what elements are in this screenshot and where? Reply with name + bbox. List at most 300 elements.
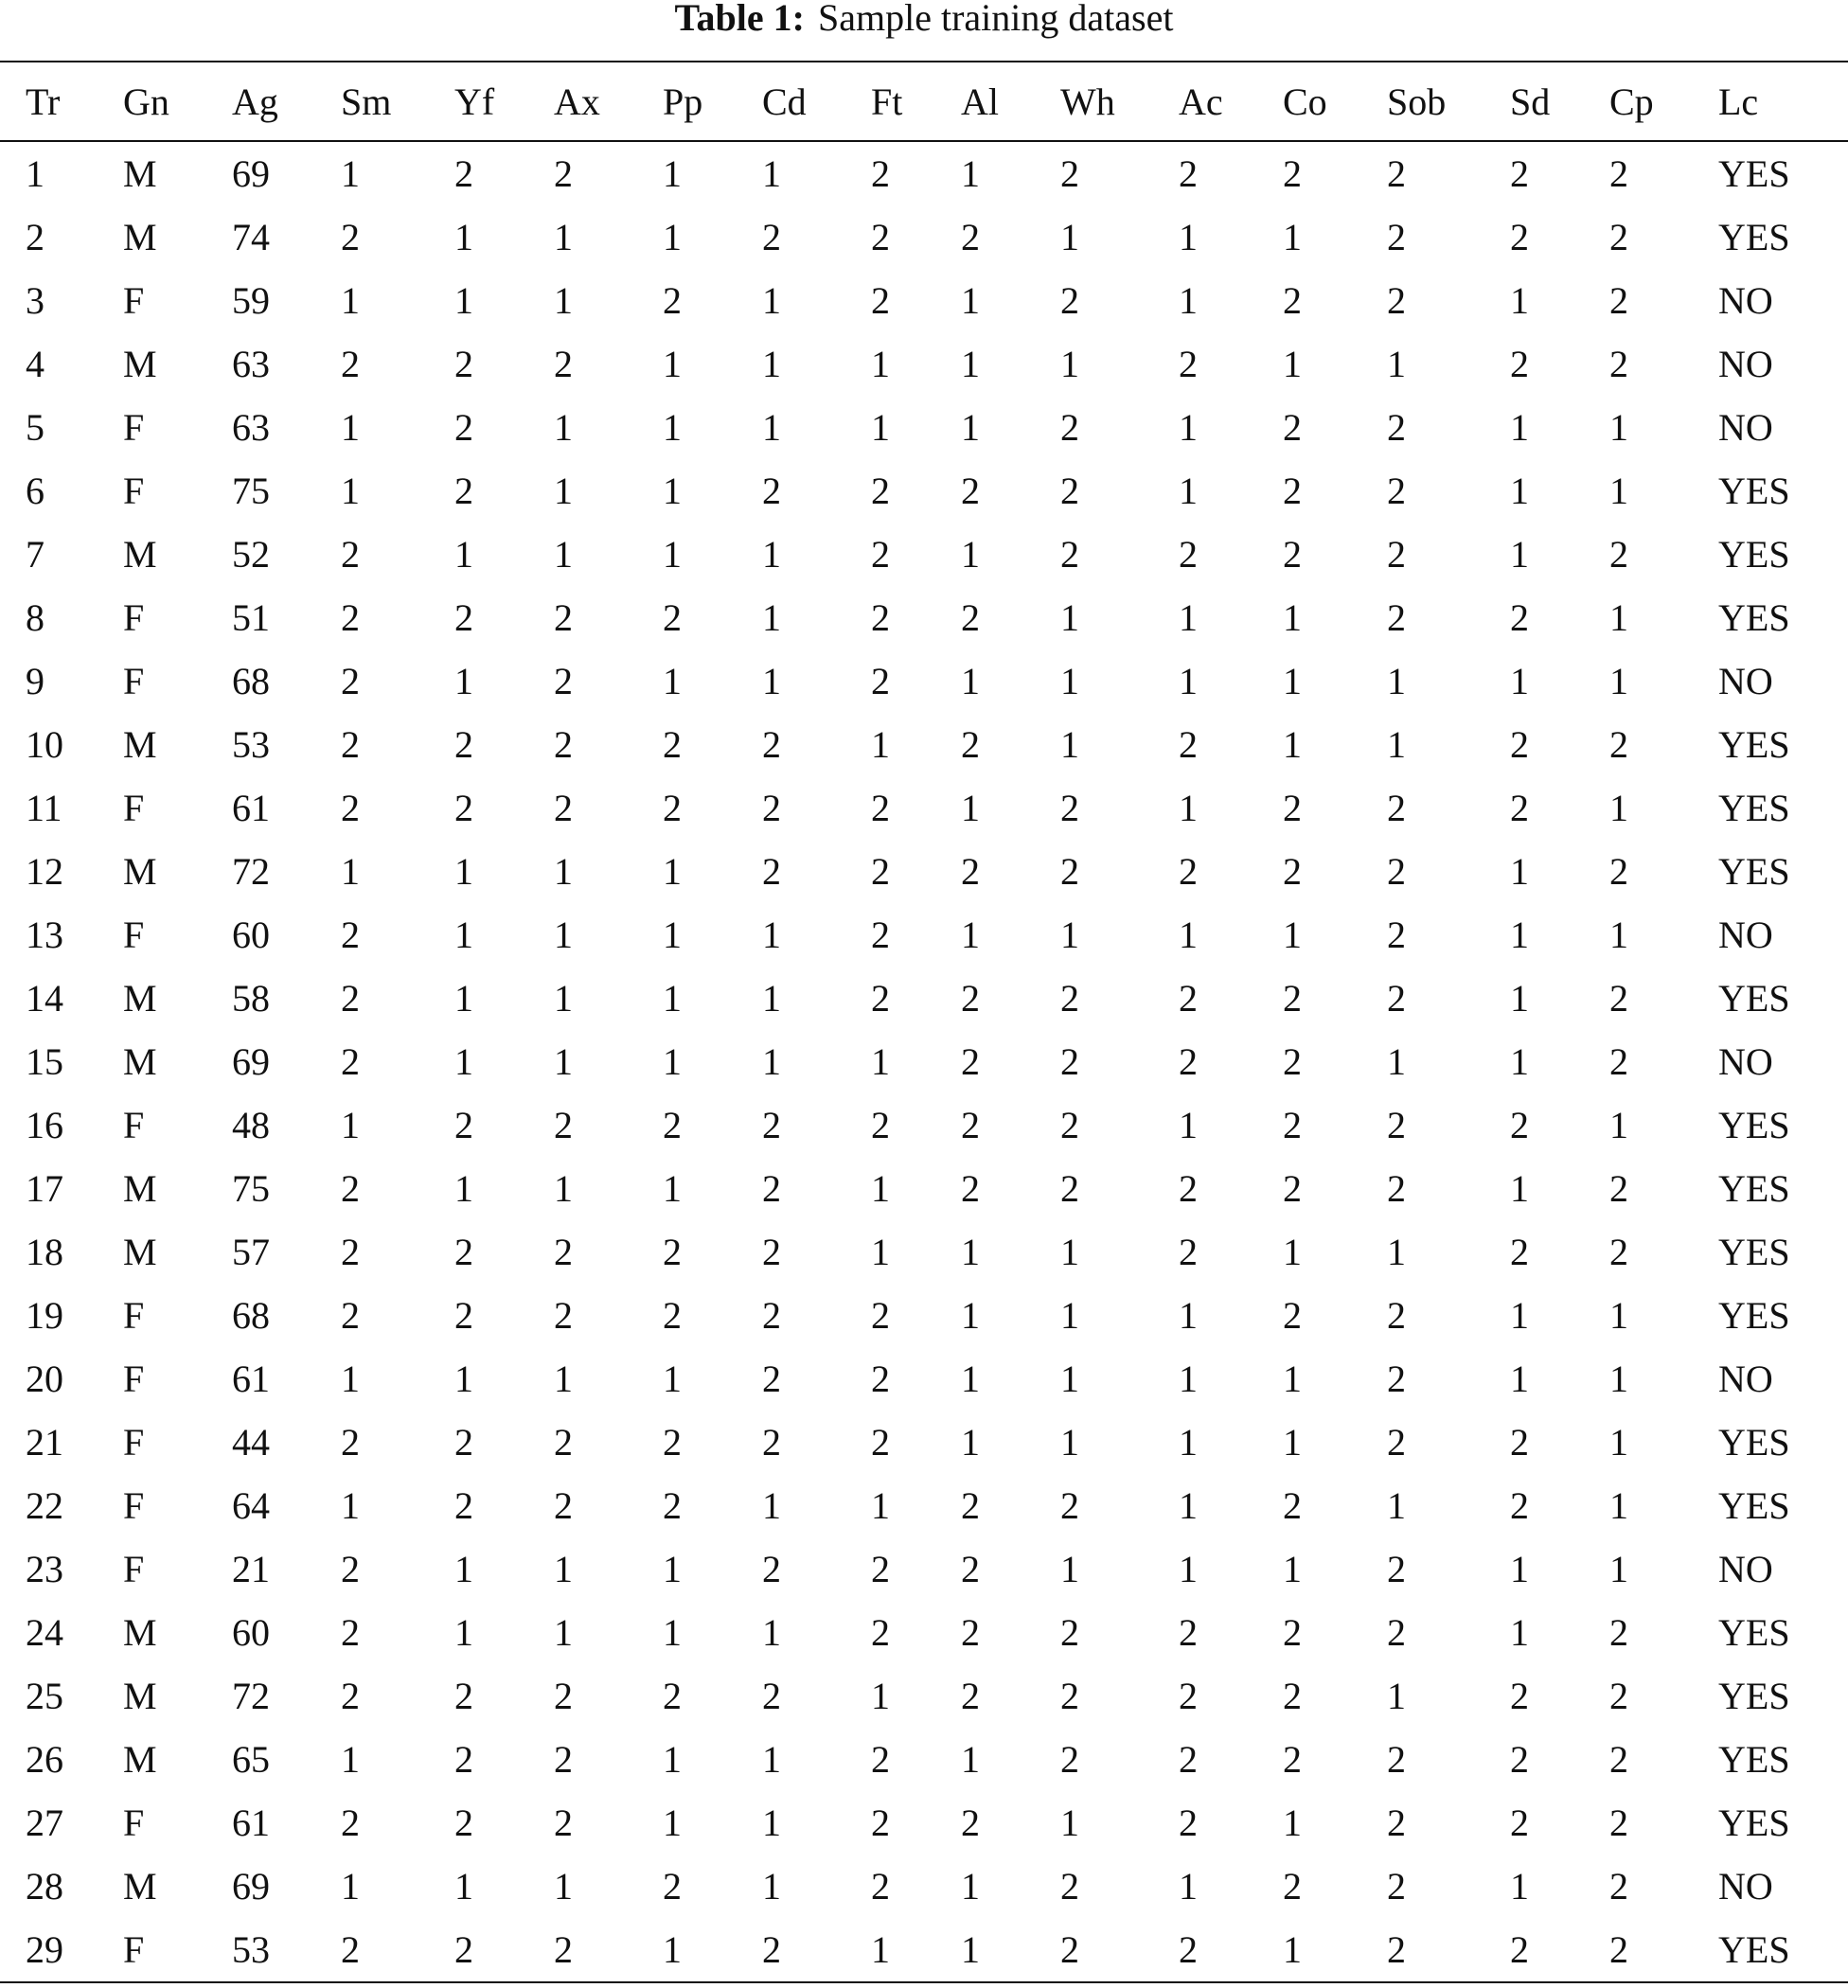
table-cell-cd: 2 [762, 1294, 781, 1337]
table-cell-co: 1 [1283, 1548, 1302, 1590]
table-cell-ft: 2 [871, 1104, 890, 1146]
table-cell-ag: 72 [232, 1675, 270, 1717]
table-cell-ft: 2 [871, 1802, 890, 1844]
table-cell-ax: 1 [554, 1611, 573, 1654]
table-cell-tr: 28 [26, 1865, 63, 1908]
table-cell-sm: 2 [341, 1040, 360, 1083]
table-cell-cp: 1 [1609, 660, 1628, 702]
table-cell-sm: 1 [341, 1484, 360, 1527]
table-cell-al: 1 [961, 343, 980, 385]
table-cell-ag: 44 [232, 1421, 270, 1464]
table-cell-ax: 2 [554, 1104, 573, 1146]
table-cell-yf: 2 [454, 1802, 473, 1844]
table-cell-gn: M [123, 1738, 157, 1781]
table-cell-cd: 2 [762, 1104, 781, 1146]
table-cell-al: 1 [961, 1738, 980, 1781]
table-cell-ac: 2 [1179, 1675, 1198, 1717]
table-cell-pp: 2 [663, 1104, 682, 1146]
table-cell-al: 2 [961, 1040, 980, 1083]
table-cell-cp: 1 [1609, 470, 1628, 512]
table-cell-al: 1 [961, 787, 980, 829]
column-header-lc: Lc [1718, 62, 1848, 141]
table-cell-co: 1 [1283, 1231, 1302, 1273]
table-cell-lc: YES [1718, 850, 1790, 893]
table-cell-ac: 2 [1179, 1231, 1198, 1273]
table-cell-ac: 2 [1179, 1040, 1198, 1083]
table-cell-ag: 68 [232, 660, 270, 702]
table-cell-lc: YES [1718, 1421, 1790, 1464]
table-cell-ft: 2 [871, 1865, 890, 1908]
table-cell-cp: 2 [1609, 1865, 1628, 1908]
table-cell-cp: 1 [1609, 406, 1628, 449]
training-dataset-table [0, 61, 1848, 1983]
table-cell-co: 2 [1283, 406, 1302, 449]
column-header-tr: Tr [0, 62, 123, 141]
table-cell-ft: 2 [871, 533, 890, 576]
table-cell-gn: F [123, 406, 145, 449]
table-cell-ax: 1 [554, 1167, 573, 1210]
table-cell-gn: M [123, 216, 157, 258]
table-row [0, 332, 1848, 396]
table-cell-yf: 2 [454, 1675, 473, 1717]
table-cell-sd: 2 [1510, 1738, 1529, 1781]
table-cell-sd: 2 [1510, 723, 1529, 766]
table-cell-ax: 1 [554, 1040, 573, 1083]
table-cell-sob: 2 [1387, 1548, 1406, 1590]
table-cell-al: 1 [961, 660, 980, 702]
table-cell-cp: 1 [1609, 1548, 1628, 1590]
table-cell-lc: YES [1718, 1167, 1790, 1210]
table-cell-lc: NO [1718, 914, 1773, 956]
table-cell-cp: 1 [1609, 1104, 1628, 1146]
table-cell-ax: 2 [554, 343, 573, 385]
table-cell-gn: F [123, 1484, 145, 1527]
table-cell-lc: YES [1718, 787, 1790, 829]
table-cell-al: 1 [961, 1231, 980, 1273]
table-cell-sd: 1 [1510, 1548, 1529, 1590]
table-cell-ag: 64 [232, 1484, 270, 1527]
table-cell-lc: YES [1718, 533, 1790, 576]
table-cell-gn: M [123, 850, 157, 893]
table-cell-ac: 1 [1179, 1294, 1198, 1337]
table-cell-cd: 2 [762, 216, 781, 258]
table-row [0, 776, 1848, 840]
table-cell-cd: 1 [762, 1040, 781, 1083]
table-cell-yf: 1 [454, 1040, 473, 1083]
table-cell-wh: 2 [1060, 279, 1079, 322]
table-cell-pp: 1 [663, 406, 682, 449]
table-cell-co: 2 [1283, 1865, 1302, 1908]
table-cell-sd: 2 [1510, 343, 1529, 385]
table-cell-lc: NO [1718, 1865, 1773, 1908]
table-cell-gn: F [123, 1802, 145, 1844]
column-header-yf: Yf [454, 62, 554, 141]
table-cell-tr: 12 [26, 850, 63, 893]
table-cell-gn: F [123, 1421, 145, 1464]
table-cell-cd: 1 [762, 533, 781, 576]
table-cell-ft: 1 [871, 1675, 890, 1717]
table-caption-label: Table 1: [674, 0, 805, 39]
table-row [0, 1220, 1848, 1284]
table-cell-ac: 2 [1179, 1738, 1198, 1781]
table-cell-sd: 2 [1510, 1421, 1529, 1464]
table-cell-sob: 2 [1387, 1167, 1406, 1210]
table-cell-sob: 2 [1387, 1611, 1406, 1654]
table-cell-ag: 52 [232, 533, 270, 576]
column-header-ax: Ax [554, 62, 663, 141]
table-row [0, 649, 1848, 713]
table-cell-cp: 1 [1609, 787, 1628, 829]
table-cell-pp: 1 [663, 1611, 682, 1654]
column-header-pp: Pp [663, 62, 762, 141]
table-cell-ft: 1 [871, 723, 890, 766]
table-cell-tr: 2 [26, 216, 44, 258]
table-cell-sob: 1 [1387, 1484, 1406, 1527]
table-cell-tr: 25 [26, 1675, 63, 1717]
table-cell-sob: 2 [1387, 787, 1406, 829]
table-cell-al: 2 [961, 1802, 980, 1844]
table-cell-al: 2 [961, 850, 980, 893]
table-cell-lc: NO [1718, 1040, 1773, 1083]
table-cell-sob: 2 [1387, 1802, 1406, 1844]
table-cell-sm: 1 [341, 279, 360, 322]
table-row [0, 523, 1848, 586]
table-cell-sm: 1 [341, 1865, 360, 1908]
table-cell-cd: 2 [762, 1231, 781, 1273]
table-cell-wh: 2 [1060, 1865, 1079, 1908]
table-cell-cp: 2 [1609, 723, 1628, 766]
table-cell-ax: 2 [554, 1918, 663, 1982]
table-cell-lc: YES [1718, 1738, 1790, 1781]
table-cell-cd: 1 [762, 1802, 781, 1844]
table-cell-co: 1 [1283, 216, 1302, 258]
table-cell-ag: 21 [232, 1548, 270, 1590]
table-cell-wh: 2 [1060, 1104, 1079, 1146]
table-cell-cd: 1 [762, 1865, 781, 1908]
table-row [0, 1474, 1848, 1537]
table-cell-yf: 1 [454, 660, 473, 702]
table-cell-ft: 2 [871, 787, 890, 829]
table-cell-gn: M [123, 977, 157, 1020]
table-cell-sm: 2 [341, 216, 360, 258]
table-cell-co: 2 [1283, 977, 1302, 1020]
table-cell-cp: 1 [1609, 596, 1628, 639]
table-cell-gn: F [123, 279, 145, 322]
table-cell-sm: 2 [341, 1548, 360, 1590]
table-row [0, 396, 1848, 459]
table-cell-tr: 4 [26, 343, 44, 385]
table-cell-tr: 11 [26, 787, 62, 829]
table-cell-ac: 2 [1179, 533, 1198, 576]
table-cell-gn: F [123, 660, 145, 702]
table-cell-sob: 2 [1387, 533, 1406, 576]
table-cell-tr: 14 [26, 977, 63, 1020]
table-cell-wh: 2 [1060, 152, 1079, 195]
table-row [0, 1347, 1848, 1411]
table-cell-gn: M [123, 1231, 157, 1273]
table-cell-yf: 2 [454, 1918, 554, 1982]
table-cell-ag: 65 [232, 1738, 270, 1781]
table-cell-ac: 1 [1179, 1484, 1198, 1527]
table-cell-sob: 2 [1387, 279, 1406, 322]
table-cell-ag: 74 [232, 216, 270, 258]
table-cell-ag: 53 [232, 1918, 341, 1982]
table-cell-cd: 1 [762, 279, 781, 322]
table-cell-tr: 10 [26, 723, 63, 766]
table-cell-lc: NO [1718, 343, 1773, 385]
table-cell-sd: 2 [1510, 216, 1529, 258]
table-cell-ft: 2 [871, 279, 890, 322]
column-header-ft: Ft [871, 62, 961, 141]
table-cell-wh: 2 [1060, 1484, 1079, 1527]
table-cell-cd: 2 [762, 787, 781, 829]
table-cell-lc: YES [1718, 1484, 1790, 1527]
table-cell-ag: 48 [232, 1104, 270, 1146]
table-cell-cd: 2 [762, 1421, 781, 1464]
table-cell-sd: 2 [1510, 1918, 1609, 1982]
table-header [0, 62, 1848, 141]
table-cell-al: 2 [961, 1484, 980, 1527]
table-cell-yf: 2 [454, 1294, 473, 1337]
table-cell-sd: 2 [1510, 1675, 1529, 1717]
table-cell-cd: 1 [762, 1738, 781, 1781]
table-cell-co: 1 [1283, 660, 1302, 702]
table-cell-gn: F [123, 470, 145, 512]
table-cell-cp: 2 [1609, 977, 1628, 1020]
table-cell-yf: 1 [454, 977, 473, 1020]
table-cell-lc: YES [1718, 1294, 1790, 1337]
table-cell-sob: 1 [1387, 1040, 1406, 1083]
table-cell-gn: M [123, 152, 157, 195]
table-cell-cp: 1 [1609, 1294, 1628, 1337]
table-cell-wh: 1 [1060, 660, 1079, 702]
table-cell-pp: 1 [663, 1738, 682, 1781]
table-cell-ax: 2 [554, 787, 573, 829]
table-cell-yf: 2 [454, 470, 473, 512]
table-cell-ag: 60 [232, 914, 270, 956]
table-cell-gn: M [123, 343, 157, 385]
table-cell-ax: 2 [554, 596, 573, 639]
table-cell-sob: 2 [1387, 1358, 1406, 1400]
table-cell-al: 2 [961, 723, 980, 766]
table-cell-ft: 2 [871, 470, 890, 512]
table-cell-al: 2 [961, 1167, 980, 1210]
table-cell-pp: 2 [663, 1484, 682, 1527]
table-cell-sob: 1 [1387, 1675, 1406, 1717]
column-header-sd: Sd [1510, 62, 1609, 141]
table-cell-lc: YES [1718, 152, 1790, 195]
table-cell-sm: 2 [341, 596, 360, 639]
table-cell-co: 1 [1283, 914, 1302, 956]
table-cell-ft: 1 [871, 406, 890, 449]
table-cell-ag: 57 [232, 1231, 270, 1273]
table-cell-al: 2 [961, 1104, 980, 1146]
table-cell-co: 2 [1283, 1484, 1302, 1527]
table-cell-co: 2 [1283, 279, 1302, 322]
table-cell-ft: 2 [871, 1548, 890, 1590]
table-cell-ax: 1 [554, 470, 573, 512]
table-cell-ac: 2 [1179, 723, 1198, 766]
table-cell-tr: 29 [0, 1918, 123, 1982]
table-cell-tr: 26 [26, 1738, 63, 1781]
table-cell-pp: 1 [663, 1040, 682, 1083]
table-cell-al: 1 [961, 1918, 1060, 1982]
table-row [0, 713, 1848, 776]
table-cell-sd: 1 [1510, 1865, 1529, 1908]
table-cell-gn: F [123, 1918, 232, 1982]
table-cell-cp: 2 [1609, 152, 1628, 195]
table-cell-pp: 1 [663, 850, 682, 893]
table-cell-ag: 58 [232, 977, 270, 1020]
table-cell-pp: 2 [663, 596, 682, 639]
table-cell-tr: 1 [26, 152, 44, 195]
table-cell-sm: 2 [341, 660, 360, 702]
table-cell-sd: 2 [1510, 1802, 1529, 1844]
table-cell-ag: 72 [232, 850, 270, 893]
table-cell-ac: 2 [1179, 977, 1198, 1020]
table-cell-tr: 8 [26, 596, 44, 639]
table-cell-lc: YES [1718, 1802, 1790, 1844]
table-cell-sob: 2 [1387, 977, 1406, 1020]
table-cell-co: 2 [1283, 850, 1302, 893]
table-cell-tr: 6 [26, 470, 44, 512]
table-cell-ft: 2 [871, 977, 890, 1020]
table-row [0, 459, 1848, 523]
column-header-sm: Sm [341, 62, 454, 141]
table-cell-pp: 2 [663, 723, 682, 766]
table-cell-wh: 1 [1060, 723, 1079, 766]
table-cell-sm: 2 [341, 1802, 360, 1844]
table-cell-al: 1 [961, 1865, 980, 1908]
table-cell-gn: F [123, 1104, 145, 1146]
table-cell-co: 2 [1283, 1040, 1302, 1083]
table-cell-co: 1 [1283, 1802, 1302, 1844]
table-cell-cp: 2 [1609, 343, 1628, 385]
table-cell-sob: 1 [1387, 723, 1406, 766]
table-cell-cd: 2 [762, 1918, 871, 1982]
table-cell-sm: 2 [341, 1918, 454, 1982]
table-cell-sd: 1 [1510, 470, 1529, 512]
table-cell-sm: 2 [341, 723, 360, 766]
table-cell-lc: NO [1718, 660, 1773, 702]
table-cell-co: 2 [1283, 470, 1302, 512]
table-cell-yf: 1 [454, 1611, 473, 1654]
table-cell-tr: 3 [26, 279, 44, 322]
table-cell-sob: 2 [1387, 850, 1406, 893]
table-cell-al: 1 [961, 1358, 980, 1400]
table-cell-tr: 18 [26, 1231, 63, 1273]
table-cell-pp: 2 [663, 787, 682, 829]
table-cell-ag: 61 [232, 787, 270, 829]
table-cell-sd: 1 [1510, 1167, 1529, 1210]
table-cell-tr: 7 [26, 533, 44, 576]
table-cell-ac: 2 [1179, 1918, 1283, 1982]
table-cell-yf: 1 [454, 1548, 473, 1590]
table-cell-al: 2 [961, 470, 980, 512]
table-cell-cd: 1 [762, 406, 781, 449]
table-cell-al: 1 [961, 1421, 980, 1464]
column-header-wh: Wh [1060, 62, 1179, 141]
table-cell-pp: 1 [663, 343, 682, 385]
table-cell-pp: 2 [663, 1675, 682, 1717]
table-cell-sd: 1 [1510, 977, 1529, 1020]
table-cell-sm: 1 [341, 1104, 360, 1146]
table-cell-cp: 2 [1609, 216, 1628, 258]
table-cell-sob: 2 [1387, 1918, 1510, 1982]
table-cell-lc: NO [1718, 279, 1773, 322]
table-cell-sm: 2 [341, 1167, 360, 1210]
table-cell-al: 1 [961, 406, 980, 449]
table-cell-tr: 5 [26, 406, 44, 449]
table-cell-ax: 2 [554, 1738, 573, 1781]
table-cell-sob: 2 [1387, 470, 1406, 512]
table-cell-yf: 2 [454, 1231, 473, 1273]
table-cell-co: 2 [1283, 152, 1302, 195]
table-cell-gn: F [123, 914, 145, 956]
table-cell-co: 1 [1283, 596, 1302, 639]
table-cell-ac: 2 [1179, 850, 1198, 893]
table-cell-sob: 1 [1387, 1231, 1406, 1273]
table-cell-co: 1 [1283, 343, 1302, 385]
table-cell-cp: 2 [1609, 1611, 1628, 1654]
table-cell-co: 2 [1283, 787, 1302, 829]
table-cell-wh: 2 [1060, 1675, 1079, 1717]
table-cell-ac: 2 [1179, 1167, 1198, 1210]
column-header-al: Al [961, 62, 1060, 141]
table-cell-wh: 1 [1060, 343, 1079, 385]
table-row [0, 1157, 1848, 1220]
table-row [0, 269, 1848, 332]
table-cell-ac: 1 [1179, 1104, 1198, 1146]
table-row [0, 1601, 1848, 1664]
table-cell-sd: 1 [1510, 1611, 1529, 1654]
table-cell-al: 1 [961, 1294, 980, 1337]
table-cell-tr: 22 [26, 1484, 63, 1527]
table-cell-tr: 17 [26, 1167, 63, 1210]
table-cell-ag: 68 [232, 1294, 270, 1337]
table-cell-wh: 1 [1060, 1294, 1079, 1337]
table-cell-yf: 2 [454, 406, 473, 449]
table-cell-sm: 1 [341, 406, 360, 449]
table-cell-ax: 2 [554, 152, 573, 195]
table-cell-cp: 1 [1609, 1421, 1628, 1464]
table-cell-sob: 2 [1387, 216, 1406, 258]
table-cell-yf: 2 [454, 1421, 473, 1464]
table-cell-gn: M [123, 1675, 157, 1717]
table-cell-pp: 2 [663, 1865, 682, 1908]
table-cell-ax: 2 [554, 660, 573, 702]
table-cell-cp: 2 [1609, 279, 1628, 322]
table-cell-cd: 1 [762, 1611, 781, 1654]
table-cell-yf: 2 [454, 1738, 473, 1781]
table-cell-wh: 2 [1060, 977, 1079, 1020]
table-cell-yf: 1 [454, 1167, 473, 1210]
table-cell-cd: 1 [762, 596, 781, 639]
table-cell-ac: 1 [1179, 596, 1198, 639]
table-cell-lc: YES [1718, 470, 1790, 512]
table-cell-ac: 2 [1179, 1802, 1198, 1844]
table-cell-pp: 1 [663, 533, 682, 576]
table-cell-wh: 1 [1060, 1421, 1079, 1464]
table-cell-lc: YES [1718, 1675, 1790, 1717]
table-row [0, 1284, 1848, 1347]
table-cell-sd: 1 [1510, 1294, 1529, 1337]
table-cell-pp: 1 [663, 1918, 762, 1982]
table-cell-al: 1 [961, 279, 980, 322]
table-cell-ac: 1 [1179, 1421, 1198, 1464]
table-cell-wh: 1 [1060, 914, 1079, 956]
table-cell-gn: M [123, 1611, 157, 1654]
